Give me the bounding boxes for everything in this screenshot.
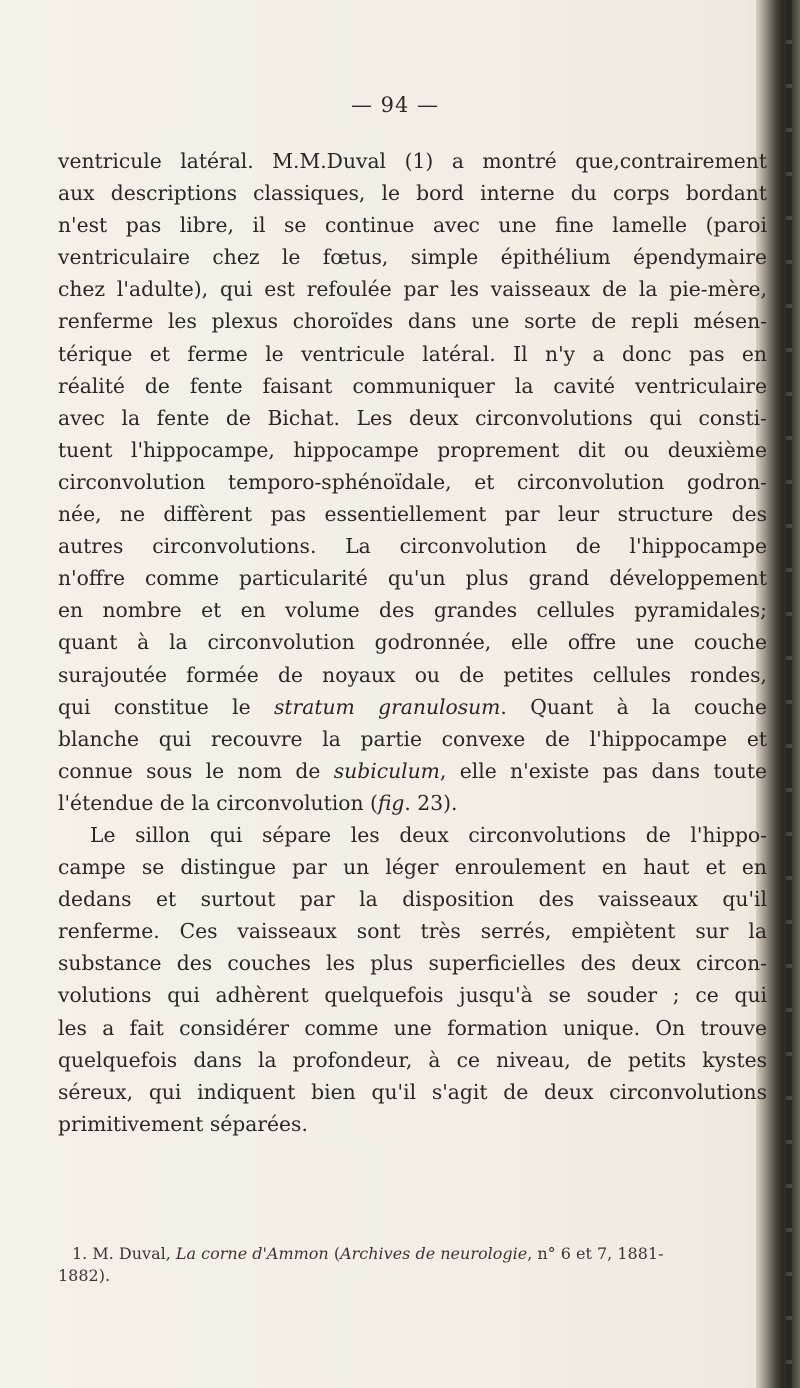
footnote-author: M. Duval, — [87, 1244, 176, 1263]
text-line: blanche qui recouvre la partie convexe de l'hippocampe et — [58, 726, 767, 751]
text-line-stratum — [58, 691, 767, 723]
text-line: campe se distingue par un léger enroulement en haut et en — [58, 855, 767, 880]
text-line: ventricule latéral. M.M.Duval (1) a montré que,contrairement — [58, 149, 767, 173]
text-line: séreux, qui indiquent bien qu'il s'agit de deux circonvolutions — [58, 1079, 767, 1104]
footnote-details: , n° 6 et 7, 1881- — [527, 1244, 664, 1263]
text-line: ventriculaire chez le fœtus, simple épithélium épendymaire — [58, 245, 767, 270]
text-line-fig-ref — [58, 787, 767, 819]
text-line: chez l'adulte), qui est refoulée par les vaisseaux de la pie-mère, — [58, 277, 767, 302]
text-line: autres circonvolutions. La circonvolution de l'hippocampe — [58, 534, 767, 559]
text-line: volutions qui adhèrent quelquefois jusqu'à se souder ; ce qui — [58, 983, 767, 1008]
footnote-paren: ( — [328, 1244, 341, 1263]
text-line: dedans et surtout par la disposition des vaisseaux qu'il — [58, 887, 767, 912]
term-subiculum: subiculum — [333, 758, 440, 783]
footnote — [58, 1243, 770, 1287]
text-line: renferme les plexus choroïdes dans une sorte de repli mésen- — [58, 309, 767, 334]
text-segment: l'étendue de la circonvolution ( — [58, 790, 378, 815]
text-line: quelquefois dans la profondeur, à ce niveau, de petits kystes — [58, 1047, 767, 1072]
text-segment: . Quant à la couche — [500, 694, 767, 719]
text-line: surajoutée formée de noyaux ou de petites cellules rondes, — [58, 662, 767, 687]
text-line: renferme. Ces vaisseaux sont très serrés, empiètent sur la — [58, 919, 767, 944]
text-segment: qui constitue le — [58, 694, 274, 719]
text-line: n'offre comme particularité qu'un plus grand développement — [58, 566, 767, 591]
text-line: Le sillon qui sépare les deux circonvolutions de l'hippo- — [90, 822, 767, 847]
footnote-journal: Archives de neurologie — [340, 1244, 528, 1263]
text-line: en nombre et en volume des grandes cellules pyramidales; — [58, 598, 767, 623]
text-line: substance des couches les plus superficielles des deux circon- — [58, 951, 767, 976]
text-line: tuent l'hippocampe, hippocampe proprement dit ou deuxième — [58, 437, 767, 462]
footnote-number: 1. — [72, 1244, 88, 1263]
footnote-line: 1882). — [58, 1266, 111, 1285]
footnote-title: La corne d'Ammon — [175, 1244, 329, 1263]
text-line: primitivement séparées. — [58, 1111, 308, 1136]
text-line: térique et ferme le ventricule latéral. Il n'y a donc pas en — [58, 341, 767, 366]
text-segment: connue sous le nom de — [58, 758, 334, 783]
text-line: aux descriptions classiques, le bord interne du corps bordant — [58, 181, 767, 206]
page-number: — 94 — — [350, 93, 440, 117]
text-line: circonvolution temporo-sphénoïdale, et circonvolution godron- — [58, 469, 767, 494]
text-line-subiculum — [58, 755, 767, 787]
term-stratum-granulosum: stratum granulosum — [273, 694, 501, 719]
text-line: n'est pas libre, il se continue avec une fine lamelle (paroi — [58, 213, 767, 238]
text-line: avec la fente de Bichat. Les deux circonvolutions qui consti- — [58, 405, 767, 430]
figure-reference: fig — [377, 790, 405, 815]
text-line: née, ne diffèrent pas essentiellement par leur structure des — [58, 502, 767, 527]
body-text — [58, 145, 767, 1140]
text-line: quant à la circonvolution godronnée, elle offre une couche — [58, 630, 767, 655]
text-segment: . 23). — [404, 790, 458, 815]
text-line: réalité de fente faisant communiquer la cavité ventriculaire — [58, 373, 767, 398]
text-segment: , elle n'existe pas dans toute — [439, 758, 767, 783]
text-line: les a fait considérer comme une formation unique. On trouve — [58, 1015, 767, 1040]
footnote-line — [58, 1243, 770, 1265]
binding-stripe — [786, 0, 792, 1388]
